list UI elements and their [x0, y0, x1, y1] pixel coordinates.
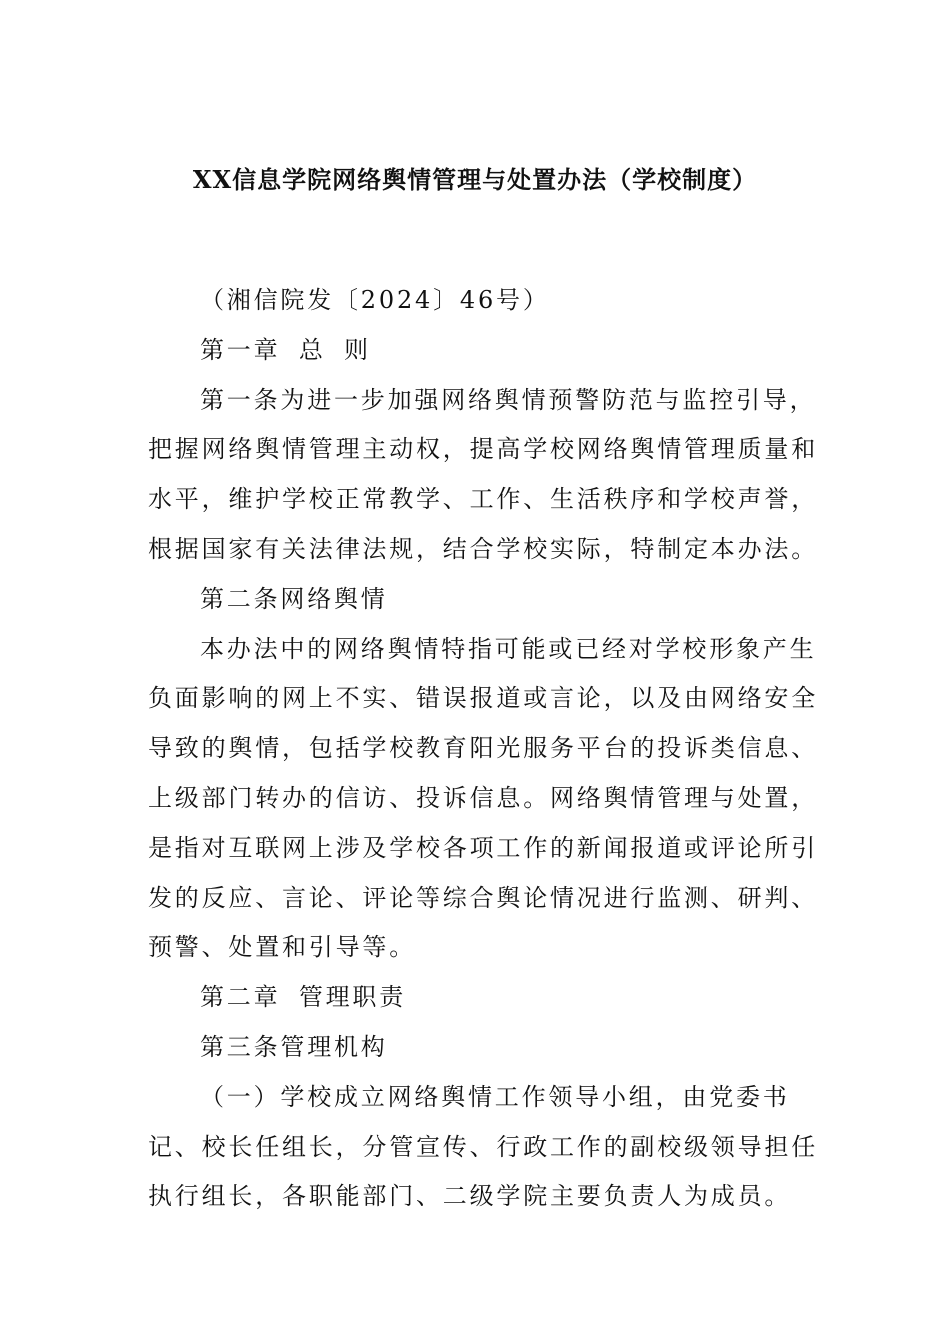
article-2-paragraph: 本办法中的网络舆情特指可能或已经对学校形象产生负面影响的网上不实、错误报道或言论，以及由网络安全导致的舆情，包括学校教育阳光服务平台的投诉类信息、上级部门转办的信访、投诉信息。网络舆情管理与处置，是指对互联网上涉及学校各项工作的新闻报道或评论所引发的反应、言论、评论等综合舆论情况进行监测、研判、预警、处置和引导等。: [148, 634, 818, 962]
article-2-heading: 第二条网络舆情: [200, 584, 388, 613]
document-number: （湘信院发〔2024〕46号）: [200, 286, 550, 314]
chapter-2-heading: 第二章 管理职责: [200, 983, 407, 1012]
document-body: [148, 276, 828, 1222]
article-1-paragraph: 第一条为进一步加强网络舆情预警防范与监控引导，把握网络舆情管理主动权，提高学校网络舆情管理质量和水平，维护学校正常教学、工作、生活秩序和学校声誉，根据国家有关法律法规，结合学校实际，特制定本办法。: [148, 385, 818, 563]
article-3-heading: 第三条管理机构: [200, 1032, 388, 1061]
chapter-1-heading: 第一章 总 则: [200, 335, 371, 364]
document-title: XX信息学院网络舆情管理与处置办法（学校制度）: [192, 165, 758, 194]
article-3-item-1: （一）学校成立网络舆情工作领导小组，由党委书记、校长任组长，分管宣传、行政工作的副校级领导担任执行组长，各职能部门、二级学院主要负责人为成员。: [148, 1082, 818, 1211]
